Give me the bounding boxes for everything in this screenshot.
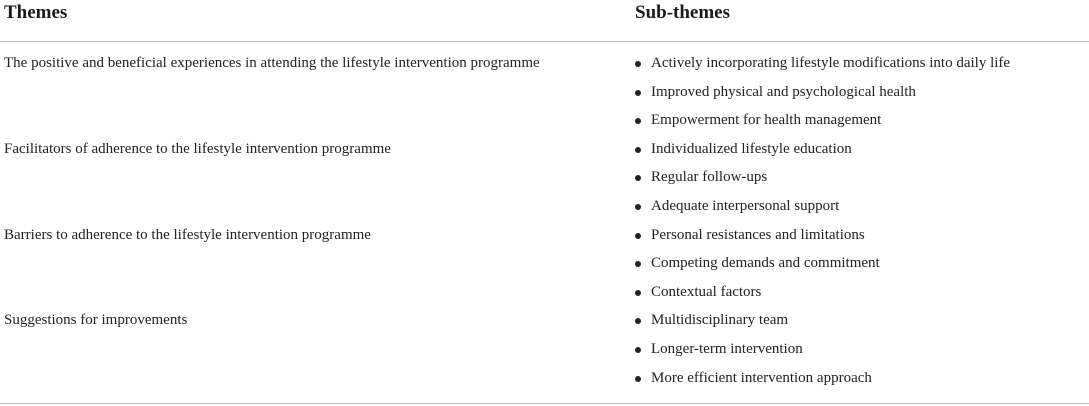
sub-theme-item [635, 49, 1089, 78]
sub-theme-label: Personal resistances and limitations [651, 226, 865, 243]
sub-theme-item [635, 135, 1089, 164]
theme-group [0, 221, 1089, 307]
bullet-icon [635, 318, 641, 324]
bullet-icon [635, 233, 641, 239]
sub-theme-list [635, 135, 1089, 221]
theme-group [0, 135, 1089, 221]
bullet-icon [635, 61, 641, 67]
sub-theme-item [635, 192, 1089, 221]
sub-theme-label: Adequate interpersonal support [651, 197, 840, 214]
table-bottom-divider [0, 403, 1089, 404]
bullet-icon [635, 175, 641, 181]
bullet-icon [635, 261, 641, 267]
sub-theme-label: Individualized lifestyle education [651, 140, 852, 157]
sub-theme-item [635, 221, 1089, 250]
sub-theme-list [635, 306, 1089, 392]
header-divider [0, 41, 1089, 42]
sub-theme-list [635, 221, 1089, 307]
sub-theme-item [635, 364, 1089, 393]
bullet-icon [635, 290, 641, 296]
sub-theme-item [635, 335, 1089, 364]
bullet-icon [635, 90, 641, 96]
header-sub-themes: Sub-themes [635, 2, 731, 23]
bullet-icon [635, 376, 641, 382]
sub-theme-label: Empowerment for health management [651, 112, 882, 129]
theme-label: Suggestions for improvements [4, 312, 188, 329]
sub-theme-label: Improved physical and psychological health [651, 83, 916, 100]
bullet-icon [635, 204, 641, 210]
table-body [0, 49, 1089, 392]
sub-theme-list [635, 49, 1089, 135]
sub-theme-label: Actively incorporating lifestyle modifications into daily life [651, 55, 1011, 71]
theme-label: The positive and beneficial experiences in attending the lifestyle intervention programme [4, 55, 540, 71]
sub-theme-item [635, 78, 1089, 107]
bullet-icon [635, 147, 641, 153]
sub-theme-label: Competing demands and commitment [651, 255, 880, 272]
header-themes: Themes [4, 2, 68, 23]
sub-theme-label: Longer-term intervention [651, 340, 803, 357]
bullet-icon [635, 118, 641, 124]
sub-theme-item [635, 278, 1089, 307]
sub-theme-item [635, 249, 1089, 278]
theme-label: Facilitators of adherence to the lifestyle intervention programme [4, 140, 391, 157]
table-header-row [0, 0, 1089, 42]
sub-theme-item [635, 106, 1089, 135]
theme-group [0, 306, 1089, 392]
sub-theme-label: More efficient intervention approach [651, 369, 872, 386]
sub-theme-item [635, 163, 1089, 192]
sub-theme-label: Multidisciplinary team [651, 312, 789, 329]
theme-group [0, 49, 1089, 135]
theme-label: Barriers to adherence to the lifestyle intervention programme [4, 226, 371, 243]
sub-theme-label: Contextual factors [651, 283, 762, 300]
sub-theme-label: Regular follow-ups [651, 169, 768, 186]
bullet-icon [635, 347, 641, 353]
sub-theme-item [635, 306, 1089, 335]
